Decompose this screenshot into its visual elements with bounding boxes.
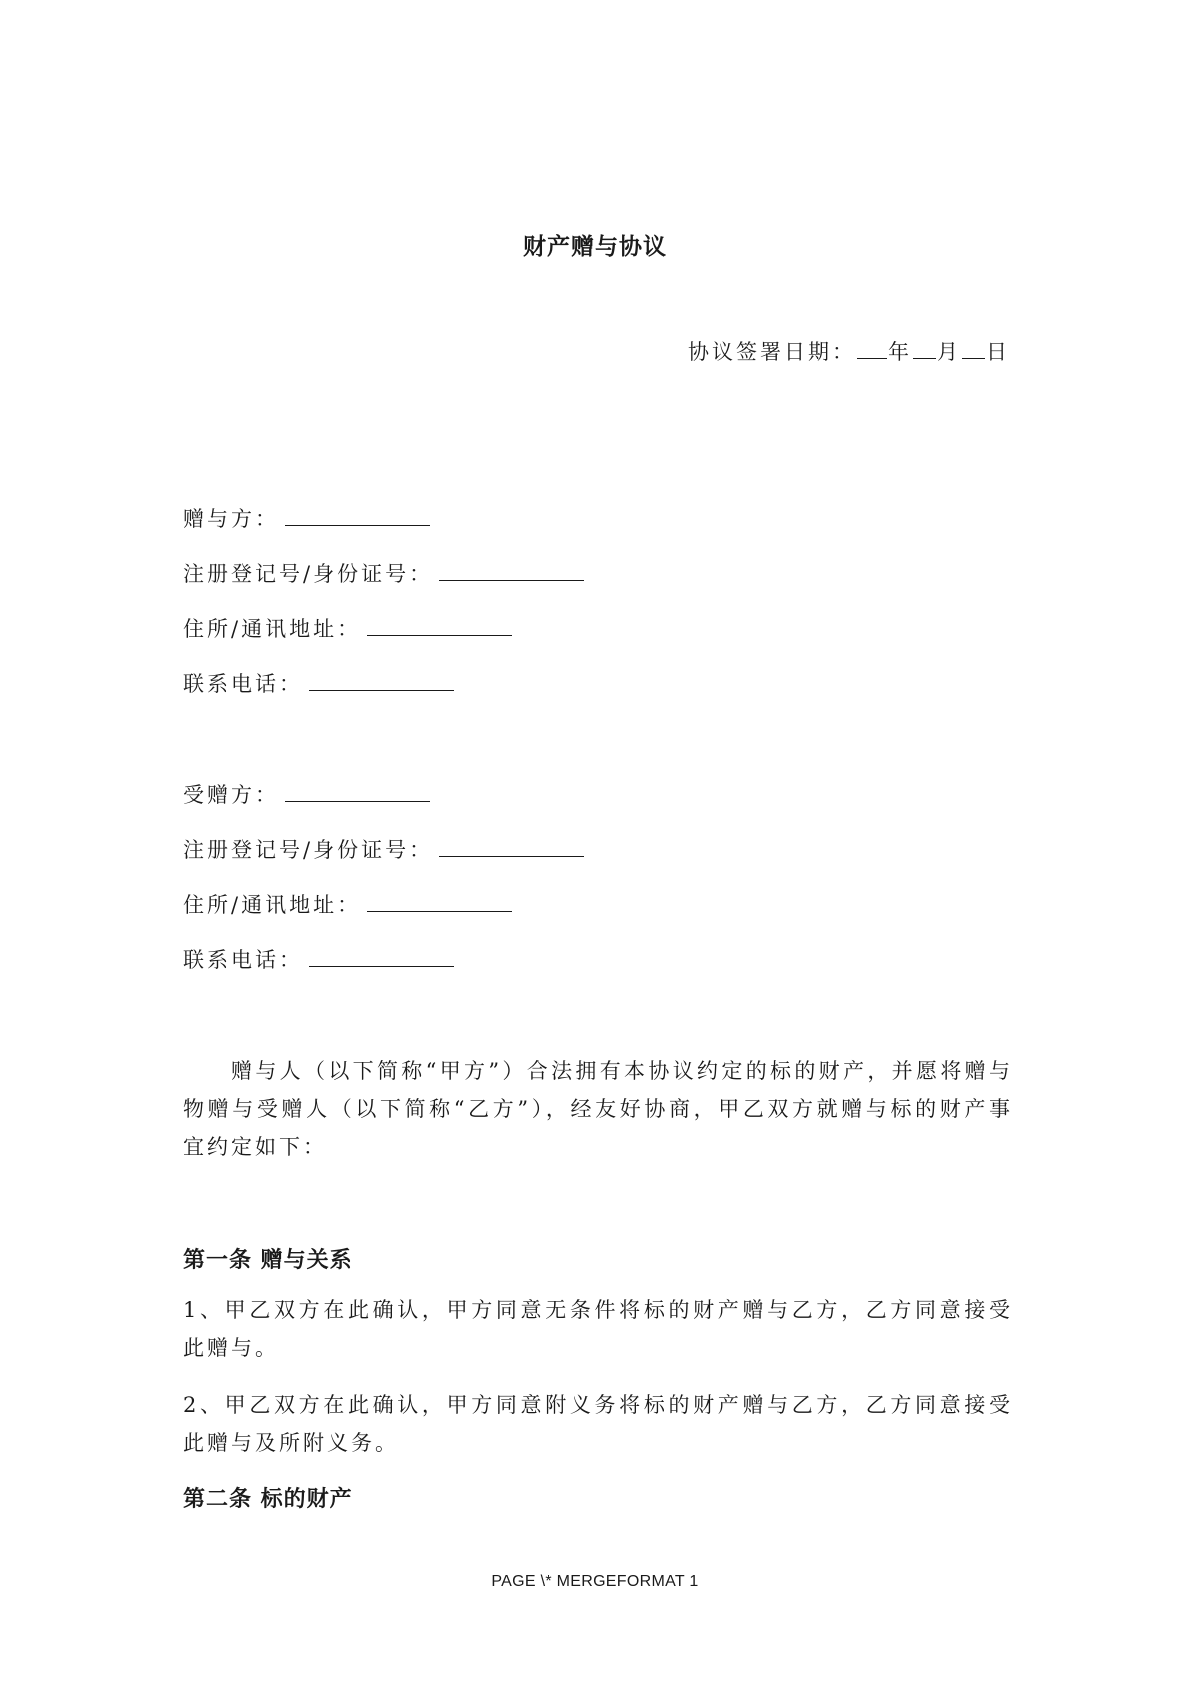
year-label: 年 — [888, 340, 912, 364]
article-1-heading: 第一条 赠与关系 — [183, 1247, 353, 1273]
donee-name-blank — [285, 781, 430, 802]
donor-section — [183, 504, 1013, 724]
donee-id-label: 注册登记号/身份证号： — [183, 838, 434, 862]
donor-address-field — [183, 614, 1013, 669]
intro-paragraph: 赠与人（以下简称“甲方”）合法拥有本协议约定的标的财产，并愿将赠与物赠与受赠人（以下简称“乙方”），经友好协商，甲乙双方就赠与标的财产事宜约定如下： — [183, 1059, 1013, 1159]
donee-phone-blank — [309, 946, 454, 967]
article-1-clause-1: 1、甲乙双方在此确认，甲方同意无条件将标的财产赠与乙方，乙方同意接受此赠与。 — [183, 1298, 1013, 1360]
article-2-heading: 第二条 标的财产 — [183, 1486, 353, 1512]
donor-phone-field — [183, 669, 1013, 724]
donor-address-label: 住所/通讯地址： — [183, 617, 362, 641]
donee-name-label: 受赠方： — [183, 783, 279, 807]
donor-name-field — [183, 504, 1013, 559]
donee-address-blank — [367, 891, 512, 912]
day-blank — [962, 338, 985, 359]
donee-address-field — [183, 890, 1013, 945]
donee-name-field — [183, 780, 1013, 835]
document-title: 财产赠与协议 — [523, 233, 667, 260]
donor-name-label: 赠与方： — [183, 507, 279, 531]
donee-phone-label: 联系电话： — [183, 948, 303, 972]
day-label: 日 — [986, 340, 1010, 364]
donor-id-label: 注册登记号/身份证号： — [183, 562, 434, 586]
donee-section — [183, 780, 1013, 1000]
month-label: 月 — [937, 340, 961, 364]
article-1-clause-2: 2、甲乙双方在此确认，甲方同意附义务将标的财产赠与乙方，乙方同意接受此赠与及所附义务。 — [183, 1393, 1013, 1455]
donor-id-field — [183, 559, 1013, 614]
donor-phone-label: 联系电话： — [183, 672, 303, 696]
donor-phone-blank — [309, 670, 454, 691]
donor-id-blank — [439, 560, 584, 581]
month-blank — [913, 338, 936, 359]
donor-name-blank — [285, 505, 430, 526]
donee-address-label: 住所/通讯地址： — [183, 893, 362, 917]
donee-phone-field — [183, 945, 1013, 1000]
donee-id-field — [183, 835, 1013, 890]
donee-id-blank — [439, 836, 584, 857]
signing-date-label: 协议签署日期： — [688, 340, 856, 364]
page-footer: PAGE \* MERGEFORMAT 1 — [491, 1573, 699, 1590]
signing-date-line — [688, 336, 1010, 366]
year-blank — [857, 338, 887, 359]
donor-address-blank — [367, 615, 512, 636]
